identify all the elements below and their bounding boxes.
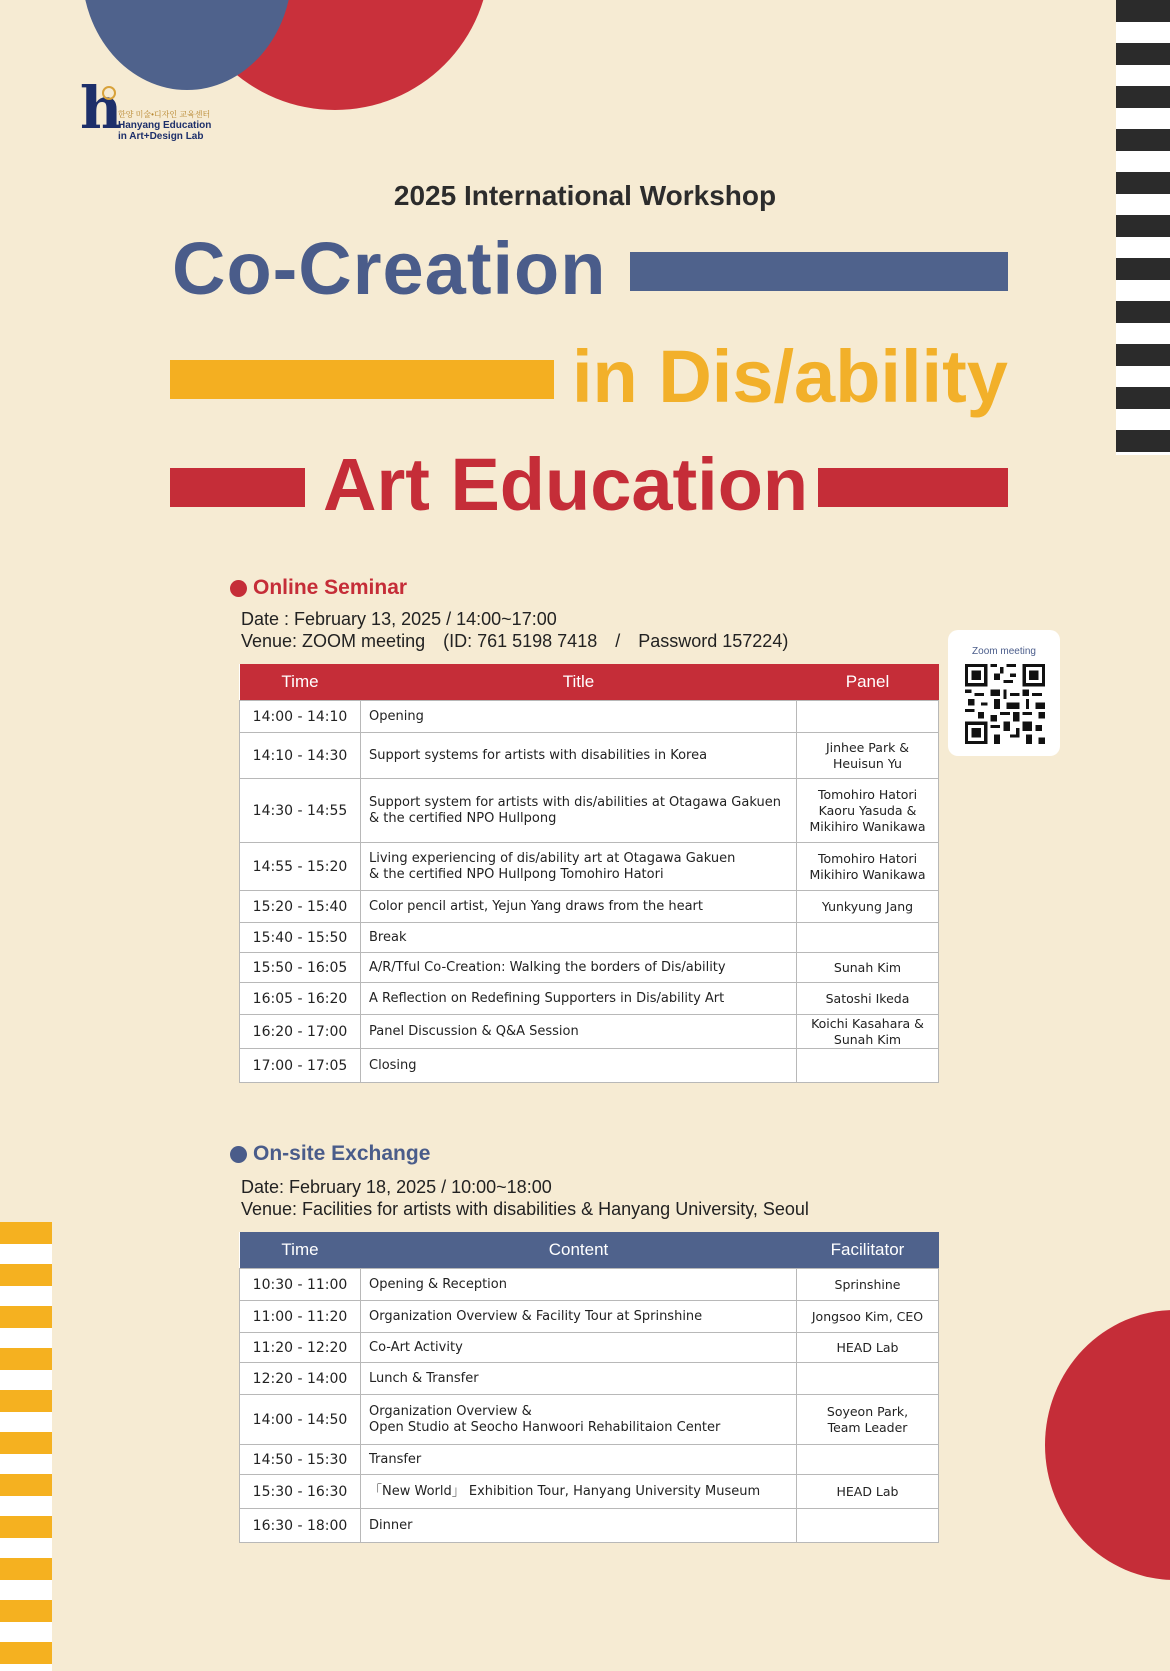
cell-time: 14:10 - 14:30 [240,733,361,779]
cell-panel: Satoshi Ikeda [797,983,939,1015]
logo-h-mark: h [80,74,123,142]
cell-facilitator: HEAD Lab [797,1475,939,1509]
cell-time: 15:30 - 16:30 [240,1475,361,1509]
title-line-1: Co-Creation [172,227,607,310]
cell-panel: Tomohiro Hatori Mikihiro Wanikawa [797,843,939,891]
cell-time: 15:40 - 15:50 [240,923,361,953]
online-date: Date : February 13, 2025 / 14:00~17:00 [241,609,557,629]
cell-time: 14:50 - 15:30 [240,1445,361,1475]
table-row [240,1395,939,1445]
logo-line1: Hanyang Education [118,120,212,131]
cell-time: 14:55 - 15:20 [240,843,361,891]
logo-text [118,110,211,142]
cell-panel: Tomohiro Hatori Kaoru Yasuda & Mikihiro Wanikawa [797,779,939,843]
table-row [240,1333,939,1363]
cell-title: Opening [361,701,797,733]
cell-time: 14:30 - 14:55 [240,779,361,843]
online-venue-line [241,630,788,652]
table-row [240,843,939,891]
cell-time: 12:20 - 14:00 [240,1363,361,1395]
cell-time: 16:20 - 17:00 [240,1015,361,1049]
onsite-date: Date: February 18, 2025 / 10:00~18:00 [241,1177,552,1197]
title-line-2: in Dis/ability [572,335,1008,418]
col-time: Time [240,1232,361,1269]
cell-time: 15:20 - 15:40 [240,891,361,923]
cell-time: 16:05 - 16:20 [240,983,361,1015]
table-row [240,1509,939,1543]
online-seminar-heading [230,576,407,600]
table-row [240,1475,939,1509]
logo-korean: 한양 미술•디자인 교육센터 [118,110,211,119]
onsite-schedule-table [239,1232,939,1543]
cell-time: 15:50 - 16:05 [240,953,361,983]
red-circle-decoration-bottom [1045,1310,1170,1580]
lab-logo [80,74,240,142]
cell-panel: Koichi Kasahara & Sunah Kim [797,1015,939,1049]
cell-title: Support systems for artists with disabilities in Korea [361,733,797,779]
cell-time: 14:00 - 14:50 [240,1395,361,1445]
cell-title: Color pencil artist, Yejun Yang draws from the heart [361,891,797,923]
cell-title: Support system for artists with dis/abilities at Otagawa Gakuen & the certified NPO Hullpong [361,779,797,843]
cell-content: Transfer [361,1445,797,1475]
blue-bar [630,252,1008,291]
table-row [240,733,939,779]
col-title: Title [361,664,797,701]
cell-title: Break [361,923,797,953]
onsite-exchange-heading [230,1142,430,1166]
cell-content: Co-Art Activity [361,1333,797,1363]
title-line-3: Art Education [323,443,809,526]
cell-facilitator: Sprinshine [797,1269,939,1301]
col-time: Time [240,664,361,701]
onsite-heading-text: On-site Exchange [253,1142,431,1165]
table-row [240,1445,939,1475]
cell-panel: Jinhee Park & Heuisun Yu [797,733,939,779]
cell-panel [797,1049,939,1083]
red-bar-left [170,468,305,507]
yellow-stripes-decoration [0,1222,52,1671]
cell-time: 10:30 - 11:00 [240,1269,361,1301]
cell-content: 「New World」 Exhibition Tour, Hanyang University Museum [361,1475,797,1509]
onsite-venue: Venue: Facilities for artists with disabilities & Hanyang University, Seoul [241,1199,809,1219]
table-row [240,1015,939,1049]
online-heading-text: Online Seminar [253,576,408,599]
cell-facilitator: Jongsoo Kim, CEO [797,1301,939,1333]
cell-content: Organization Overview & Facility Tour at Sprinshine [361,1301,797,1333]
cell-title: A/R/Tful Co-Creation: Walking the borders of Dis/ability [361,953,797,983]
online-schedule-table [239,664,939,1083]
cell-facilitator [797,1509,939,1543]
table-row [240,1301,939,1333]
red-bar-right [818,468,1008,507]
online-venue: Venue: ZOOM meeting [241,631,426,651]
venue-separator: / [615,631,621,651]
black-stripes-decoration [1116,0,1170,455]
table-row [240,1269,939,1301]
table-header-row [240,664,939,701]
table-row [240,953,939,983]
cell-panel [797,701,939,733]
qr-code-icon[interactable] [965,664,1045,744]
cell-facilitator [797,1363,939,1395]
table-row [240,1363,939,1395]
table-row [240,701,939,733]
cell-facilitator: Soyeon Park, Team Leader [797,1395,939,1445]
zoom-password: Password 157224) [638,631,789,651]
zoom-qr-card[interactable] [948,630,1060,756]
cell-panel: Sunah Kim [797,953,939,983]
cell-title: Closing [361,1049,797,1083]
table-row [240,1049,939,1083]
onsite-info [241,1176,809,1220]
col-panel: Panel [797,664,939,701]
online-info [241,608,788,652]
cell-facilitator: HEAD Lab [797,1333,939,1363]
col-content: Content [361,1232,797,1269]
table-header-row [240,1232,939,1269]
cell-content: Lunch & Transfer [361,1363,797,1395]
cell-title: Living experiencing of dis/ability art at Otagawa Gakuen & the certified NPO Hullpong Tomohiro Hatori [361,843,797,891]
zoom-meeting-id: (ID: 761 5198 7418 [443,631,598,651]
cell-content: Opening & Reception [361,1269,797,1301]
blue-dot-icon [230,1146,247,1163]
cell-facilitator [797,1445,939,1475]
yellow-bar [170,360,554,399]
cell-time: 11:20 - 12:20 [240,1333,361,1363]
cell-panel: Yunkyung Jang [797,891,939,923]
red-dot-icon [230,580,247,597]
cell-panel [797,923,939,953]
cell-content: Organization Overview & Open Studio at Seocho Hanwoori Rehabilitaion Center [361,1395,797,1445]
table-row [240,923,939,953]
pre-title: 2025 International Workshop [393,180,777,211]
cell-content: Dinner [361,1509,797,1543]
table-row [240,779,939,843]
table-row [240,891,939,923]
cell-time: 11:00 - 11:20 [240,1301,361,1333]
logo-line2: in Art+Design Lab [118,131,204,142]
cell-title: A Reflection on Redefining Supporters in Dis/ability Art [361,983,797,1015]
qr-label: Zoom meeting [972,646,1036,657]
col-facilitator: Facilitator [797,1232,939,1269]
cell-time: 16:30 - 18:00 [240,1509,361,1543]
cell-time: 17:00 - 17:05 [240,1049,361,1083]
cell-title: Panel Discussion & Q&A Session [361,1015,797,1049]
table-row [240,983,939,1015]
lightbulb-icon [102,86,116,100]
cell-time: 14:00 - 14:10 [240,701,361,733]
